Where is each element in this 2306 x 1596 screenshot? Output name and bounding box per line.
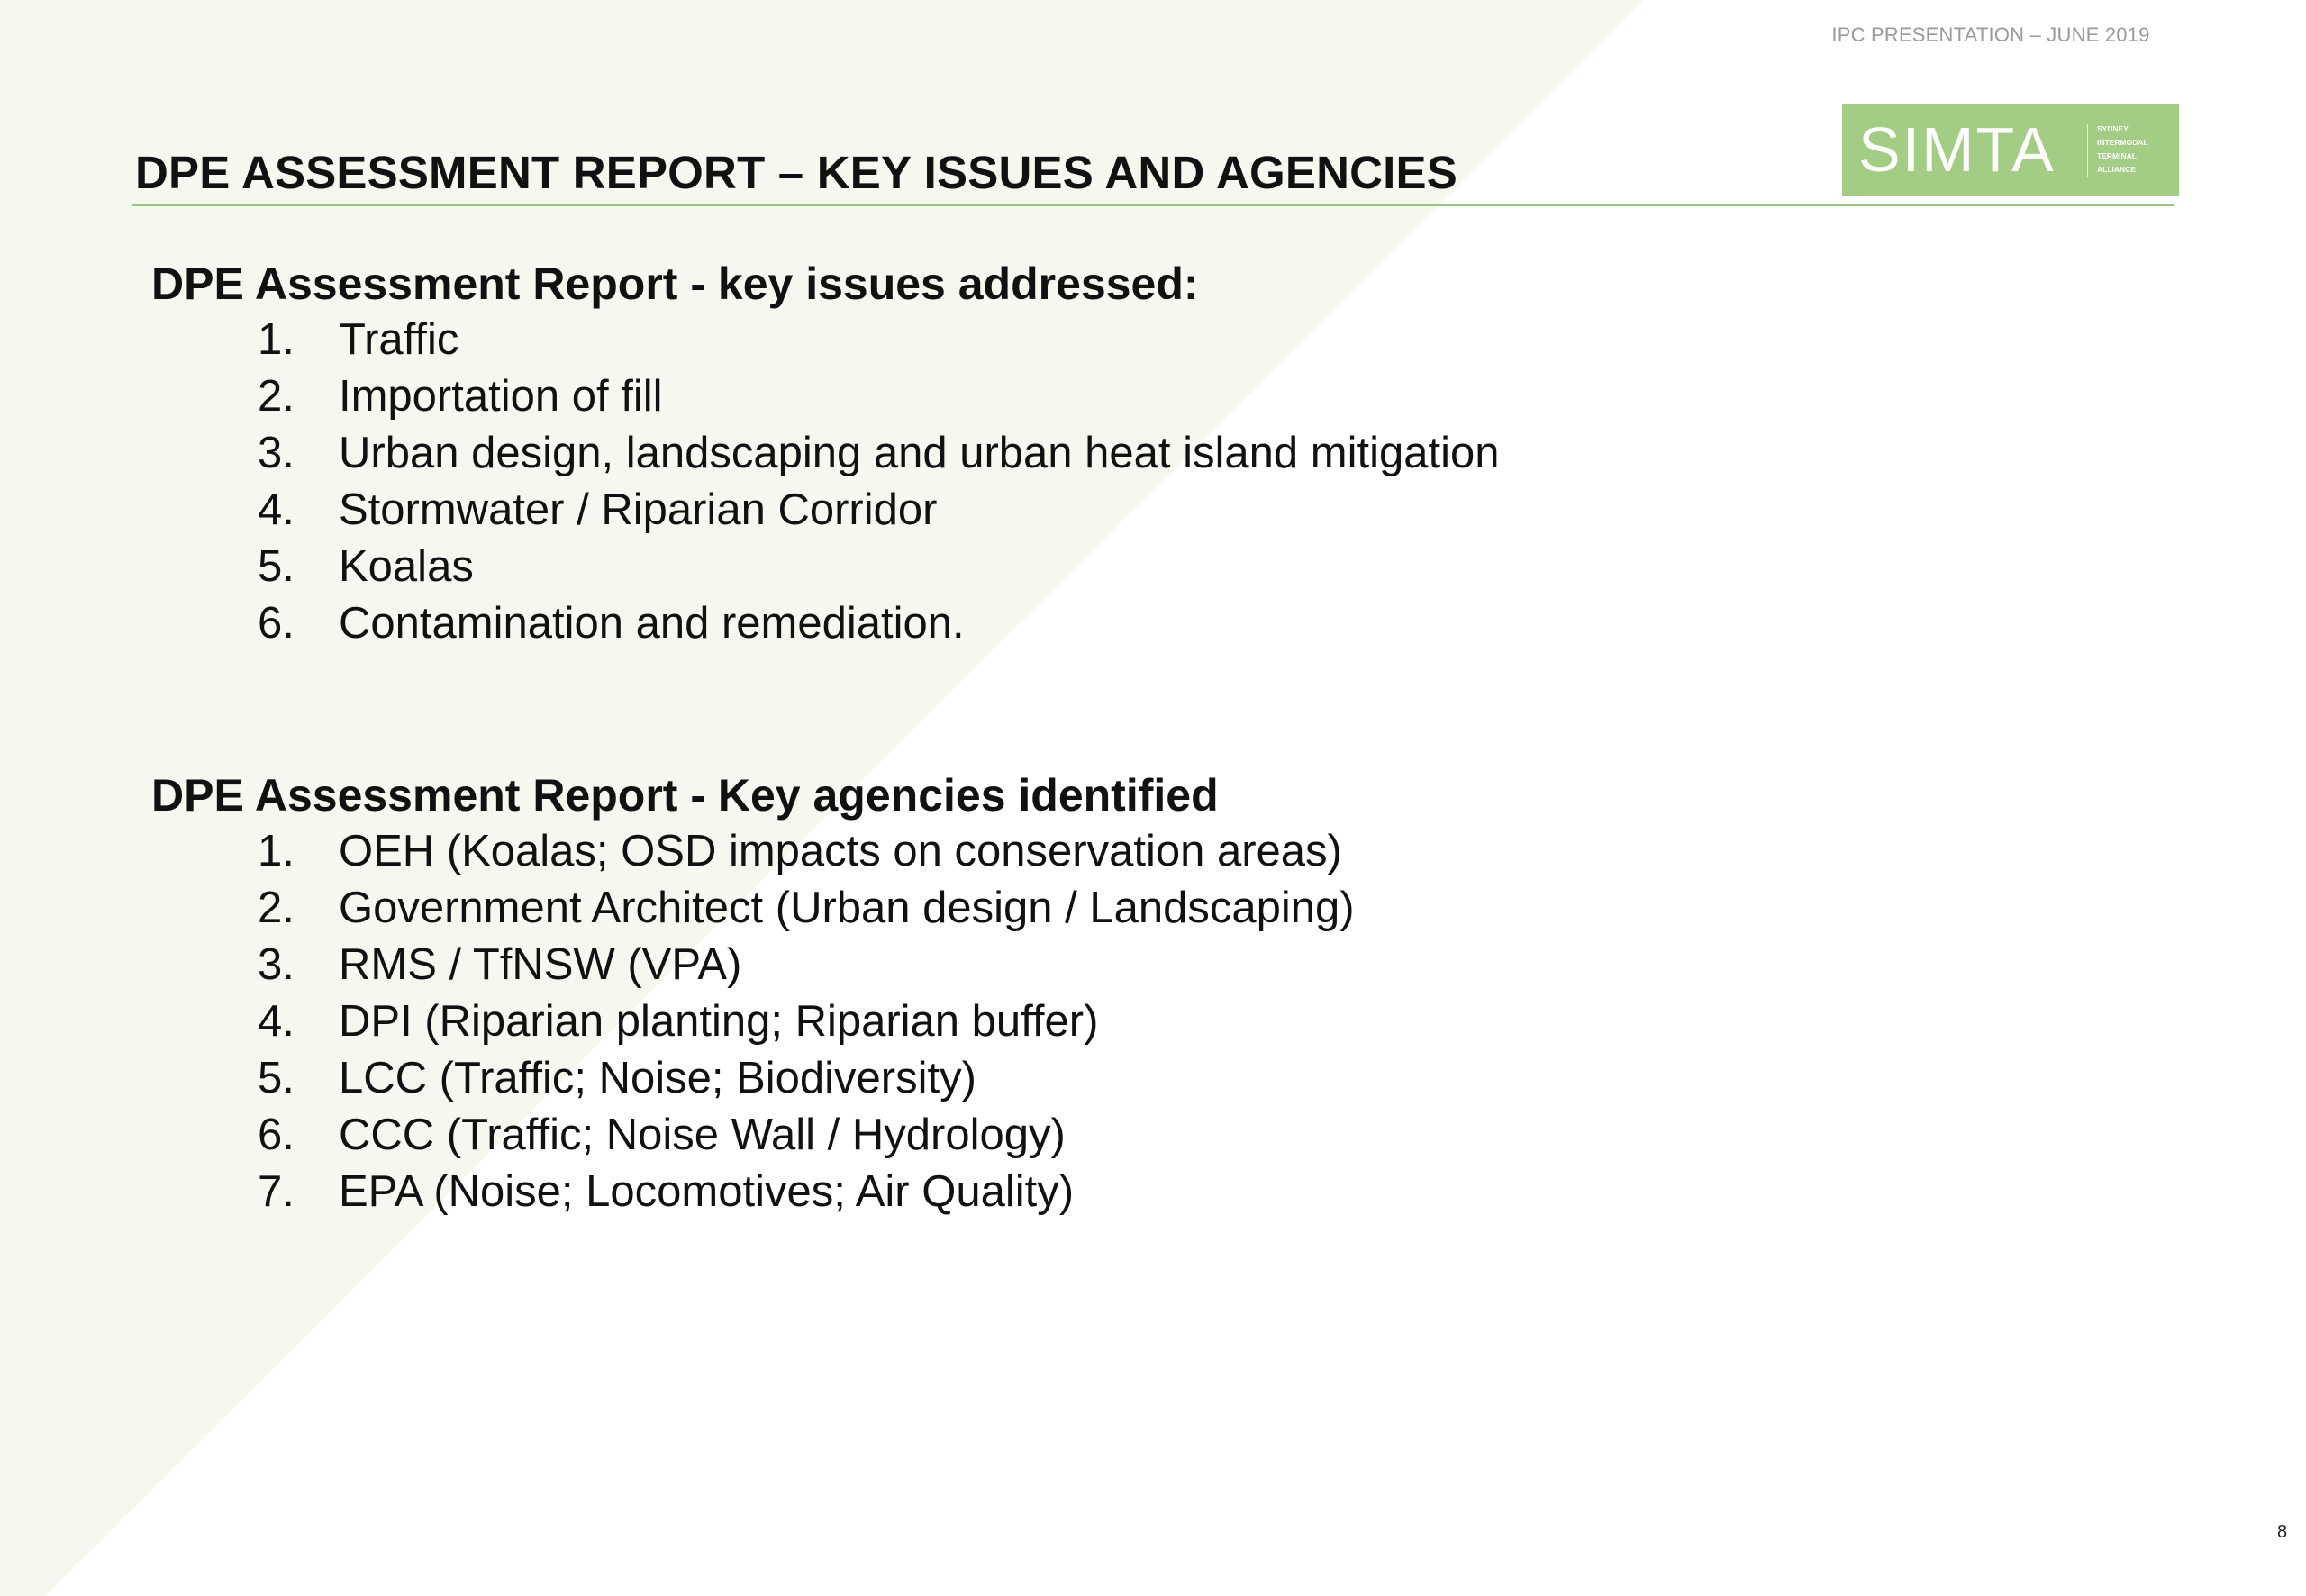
list-item-text: DPI (Riparian planting; Riparian buffer): [339, 997, 1099, 1046]
list-item-text: Urban design, landscaping and urban heat island mitigation: [339, 429, 1500, 477]
issues-section: [151, 256, 1499, 652]
list-item: [151, 1107, 1355, 1164]
list-item-text: OEH (Koalas; OSD impacts on conservation areas): [339, 827, 1342, 875]
list-item-text: Koalas: [339, 542, 474, 591]
agencies-heading: DPE Assessment Report - Key agencies identified: [151, 770, 1219, 821]
list-item-number: 6.: [258, 599, 295, 648]
list-item-number: 3.: [258, 429, 295, 477]
list-item-number: 5.: [258, 542, 295, 591]
issues-heading: DPE Assessment Report - key issues addressed:: [151, 258, 1199, 309]
list-item-number: 4.: [258, 485, 295, 534]
list-item: [151, 823, 1355, 880]
simta-logo: [1842, 104, 2179, 196]
list-item-number: 6.: [258, 1111, 295, 1159]
presentation-tag: IPC PRESENTATION – JUNE 2019: [1831, 23, 2150, 46]
list-item-number: 7.: [258, 1167, 295, 1216]
list-item: [151, 880, 1355, 937]
list-item-text: RMS / TfNSW (VPA): [339, 940, 742, 989]
list-item-text: Traffic: [339, 315, 459, 364]
list-item-number: 2.: [258, 884, 295, 932]
agencies-section: [151, 767, 1355, 1220]
logo-wordmark: SIMTA: [1858, 114, 2056, 185]
list-item: [151, 539, 1499, 595]
list-item: [151, 425, 1499, 482]
issues-list: [151, 312, 1499, 652]
agencies-list: [151, 823, 1355, 1220]
logo-subtext: SYDNEY INTERMODAL TERMINAL ALLIANCE: [2097, 124, 2148, 174]
title-divider: [132, 204, 2174, 206]
list-item-text: EPA (Noise; Locomotives; Air Quality): [339, 1167, 1075, 1216]
list-item-text: Contamination and remediation.: [339, 599, 965, 648]
list-item: [151, 937, 1355, 993]
list-item-number: 3.: [258, 940, 295, 989]
list-item-text: CCC (Traffic; Noise Wall / Hydrology): [339, 1111, 1066, 1159]
list-item-number: 2.: [258, 372, 295, 421]
list-item-number: 1.: [258, 315, 295, 364]
list-item-text: LCC (Traffic; Noise; Biodiversity): [339, 1054, 976, 1102]
list-item-number: 1.: [258, 827, 295, 875]
list-item: [151, 595, 1499, 652]
list-item: [151, 482, 1499, 539]
page-title: DPE ASSESSMENT REPORT – KEY ISSUES AND AGENCIES: [135, 147, 1457, 198]
page-number: 8: [2277, 1522, 2288, 1542]
list-item: [151, 368, 1499, 425]
list-item-number: 5.: [258, 1054, 295, 1102]
list-item: [151, 1164, 1355, 1220]
list-item: [151, 1050, 1355, 1107]
list-item-number: 4.: [258, 997, 295, 1046]
list-item-text: Stormwater / Riparian Corridor: [339, 485, 938, 534]
list-item: [151, 993, 1355, 1050]
logo-divider: [2087, 124, 2088, 177]
list-item: [151, 312, 1499, 368]
list-item-text: Importation of fill: [339, 372, 663, 421]
list-item-text: Government Architect (Urban design / Landscaping): [339, 884, 1355, 932]
